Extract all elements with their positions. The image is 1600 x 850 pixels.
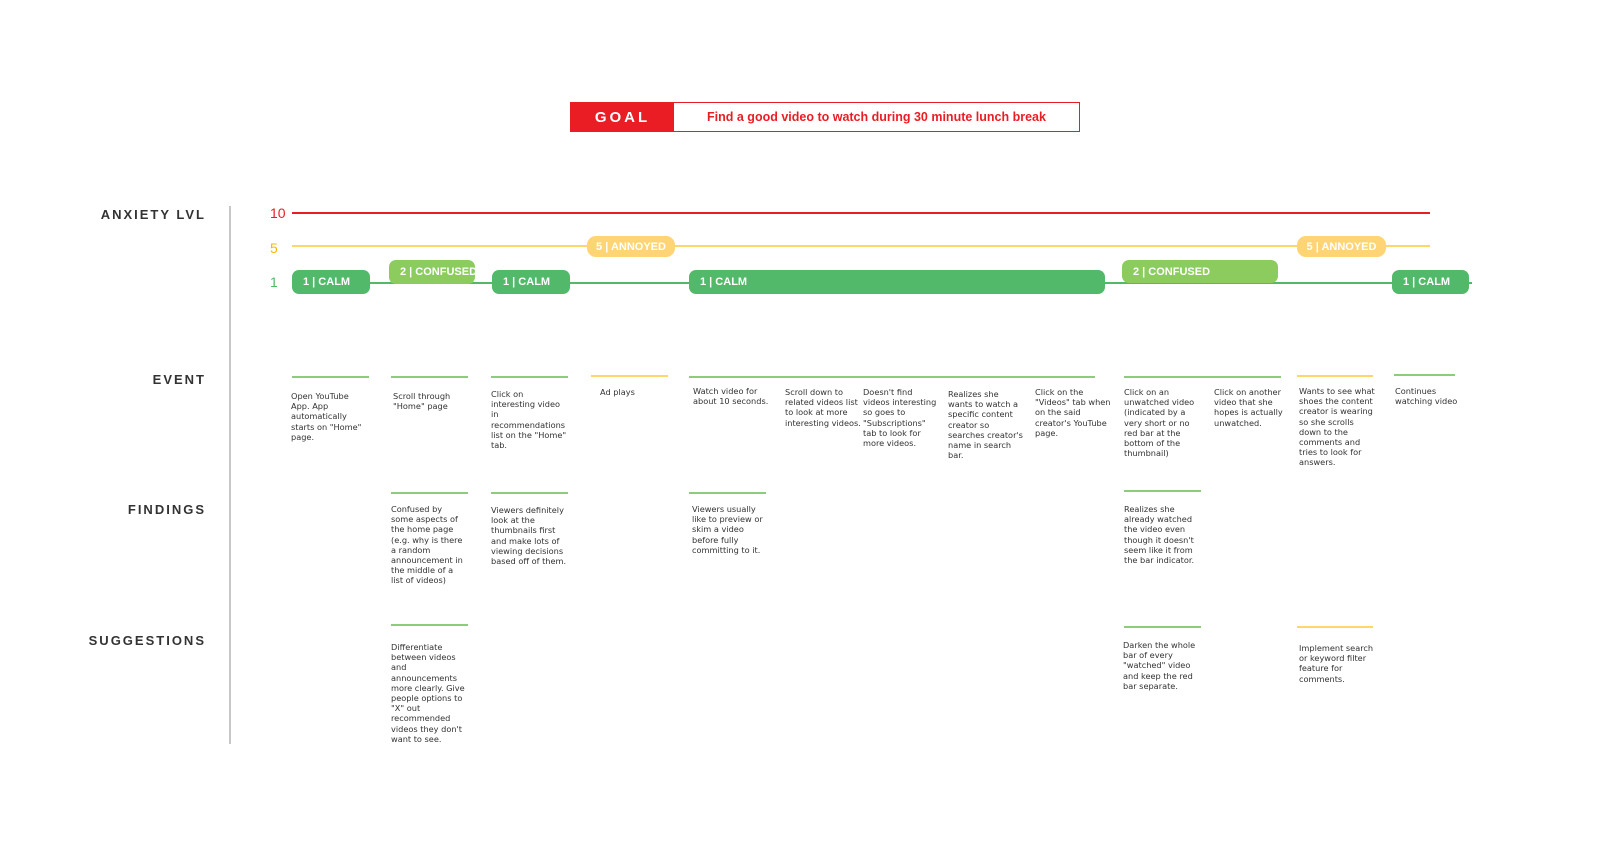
event-text: Scroll down to related videos list to look at more interesting videos. — [785, 387, 861, 428]
row-label-event: EVENT — [152, 372, 206, 387]
suggestion-text: Implement search or keyword filter feature for comments. — [1299, 643, 1374, 684]
event-text: Ad plays — [600, 387, 635, 397]
goal-text: Find a good video to watch during 30 minute lunch break — [707, 110, 1046, 124]
level-10-line — [292, 212, 1430, 214]
event-divider — [292, 376, 369, 378]
goal-banner — [570, 102, 1080, 132]
row-label-suggestions: SUGGESTIONS — [88, 633, 206, 648]
level-10-label: 10 — [270, 205, 286, 221]
emotion-pill-annoyed: 5 | ANNOYED — [1297, 236, 1386, 257]
vertical-divider — [229, 206, 231, 744]
finding-text: Viewers definitely look at the thumbnails first and make lots of viewing decisions based off of them. — [491, 505, 567, 567]
event-divider — [1394, 374, 1455, 376]
emotion-pill-confused: 2 | CONFUSED — [389, 260, 475, 284]
event-text: Click on the "Videos" tab when on the said creator's YouTube page. — [1035, 387, 1111, 438]
emotion-pill-calm: 1 | CALM — [492, 270, 570, 294]
level-5-line — [292, 245, 1430, 247]
finding-divider — [689, 492, 766, 494]
event-divider — [591, 375, 668, 377]
suggestion-divider — [1297, 626, 1373, 628]
level-1-label: 1 — [270, 274, 278, 290]
event-divider — [689, 376, 1095, 378]
finding-divider — [491, 492, 568, 494]
event-text: Continues watching video — [1395, 386, 1458, 407]
event-divider — [491, 376, 568, 378]
emotion-pill-confused: 2 | CONFUSED — [1122, 260, 1278, 283]
event-divider — [391, 376, 468, 378]
emotion-pill-annoyed: 5 | ANNOYED — [587, 236, 675, 257]
level-5-label: 5 — [270, 240, 278, 256]
event-text: Watch video for about 10 seconds. — [693, 386, 769, 407]
emotion-pill-calm: 1 | CALM — [689, 270, 1105, 294]
suggestion-text: Differentiate between videos and announcements more clearly. Give people options to "X" out recommended videos they don't want to see. — [391, 642, 465, 744]
event-text: Click on interesting video in recommendations list on the "Home" tab. — [491, 389, 567, 451]
row-label-anxiety: ANXIETY LVL — [100, 207, 206, 222]
goal-label: GOAL — [571, 103, 674, 131]
event-text: Click on another video that she hopes is actually unwatched. — [1214, 387, 1283, 428]
finding-text: Realizes she already watched the video even though it doesn't seem like it from the bar indicator. — [1124, 504, 1195, 566]
emotion-pill-calm: 1 | CALM — [292, 270, 370, 294]
event-divider — [1124, 376, 1281, 378]
event-text: Wants to see what shoes the content creator is wearing so she scrolls down to the comments and tries to look for answers. — [1299, 386, 1375, 468]
suggestion-divider — [391, 624, 468, 626]
suggestion-divider — [1124, 626, 1201, 628]
row-label-findings: FINDINGS — [127, 502, 206, 517]
emotion-pill-calm: 1 | CALM — [1392, 270, 1469, 294]
event-text: Doesn't find videos interesting so goes to "Subscriptions" tab to look for more videos. — [863, 387, 937, 449]
finding-divider — [1124, 490, 1201, 492]
suggestion-text: Darken the whole bar of every "watched" video and keep the red bar separate. — [1123, 640, 1196, 691]
finding-text: Viewers usually like to preview or skim a video before fully committing to it. — [692, 504, 763, 555]
event-text: Scroll through "Home" page — [393, 391, 451, 412]
event-divider — [1297, 375, 1373, 377]
event-text: Realizes she wants to watch a specific content creator so searches creator's name in search bar. — [948, 389, 1023, 461]
finding-text: Confused by some aspects of the home page (e.g. why is there a random announcement in the middle of a list of videos) — [391, 504, 463, 586]
finding-divider — [391, 492, 468, 494]
event-text: Click on an unwatched video (indicated by a very short or no red bar at the bottom of the thumbnail) — [1124, 387, 1195, 459]
event-text: Open YouTube App. App automatically starts on "Home" page. — [291, 391, 362, 442]
